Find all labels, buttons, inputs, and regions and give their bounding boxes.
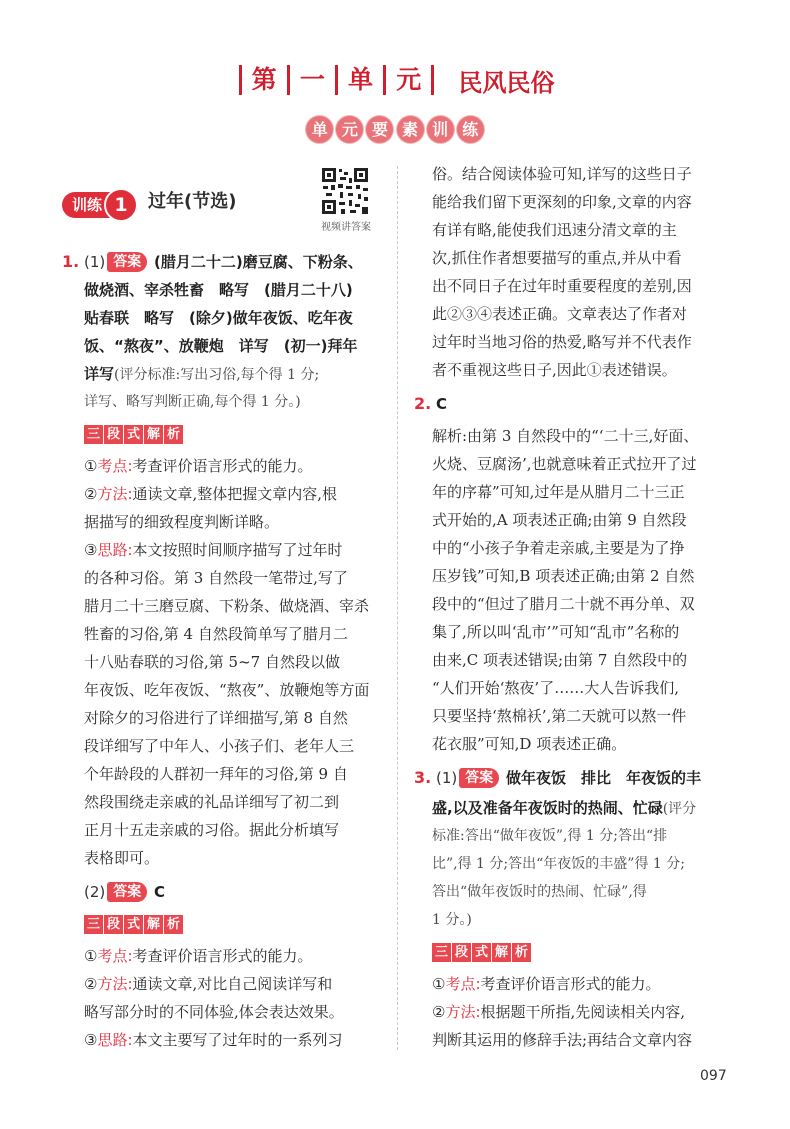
analysis-header	[432, 942, 532, 964]
silu-text: 次,抓住作者想要描写的重点,并从中看	[432, 249, 682, 267]
ribbon-char: 素	[397, 116, 424, 143]
sub-question-number: (1)	[436, 769, 458, 787]
training-title: 过年(节选)	[148, 191, 237, 212]
analysis-text: 式开始的,A 项表述正确;由第 9 自然段	[432, 511, 687, 529]
silu-label: 思路:	[97, 1031, 133, 1049]
training-badge	[62, 188, 138, 218]
analysis-char: 段	[104, 915, 123, 934]
question-2-line	[414, 392, 447, 416]
analysis-char: 解	[144, 425, 163, 444]
fangfa-text: 略写部分时的不同体验,体会表达效果。	[84, 1003, 344, 1021]
qr-caption: 视频讲答案	[321, 222, 371, 233]
unit-title-char: 第	[251, 65, 277, 94]
scoring-note: 比”,得 1 分;答出“年夜饭的丰盛”得 1 分;	[432, 856, 685, 872]
question-number: 1.	[62, 252, 80, 271]
silu-text: 个年龄段的人群初一拜年的习俗,第 9 自	[84, 765, 348, 783]
question-3-line	[414, 766, 701, 790]
circle-number: ①	[432, 975, 446, 993]
analysis-header	[84, 914, 184, 936]
analysis-text: 由来,C 项表述错误;由第 7 自然段中的	[432, 651, 688, 669]
circle-number: ①	[84, 947, 98, 965]
analysis-char: 段	[452, 943, 471, 962]
circle-number: ②	[84, 975, 98, 993]
answer-text: 贴春联 略写 (除夕)做年夜饭、吃年夜	[84, 309, 353, 327]
analysis-text: “人们开始‘熬夜’了……大人告诉我们,	[432, 679, 679, 697]
fangfa-text: 通读文章,整体把握文章内容,根	[132, 485, 338, 503]
silu-text: 表格即可。	[84, 849, 160, 867]
kaodian-text: 考查评价语言形式的能力。	[480, 975, 661, 993]
silu-text: 十八贴春联的习俗,第 5~7 自然段以做	[84, 653, 340, 671]
analysis-text: 解析:由第 3 自然段中的“‘二十三,好面、	[432, 427, 699, 445]
analysis-text: 中的“小孩子争着走亲戚,主要是为了挣	[432, 539, 685, 557]
ribbon-char: 训	[427, 116, 454, 143]
silu-text: 年夜饭、吃年夜饭、“熬夜”、放鞭炮等方面	[84, 681, 370, 699]
answer-text: 详写	[84, 365, 115, 383]
fangfa-text: 通读文章,对比自己阅读详写和	[132, 975, 333, 993]
analysis-text: 压岁钱”可知,B 项表述正确;由第 2 自然	[432, 567, 695, 585]
analysis-text: 段中的“但过了腊月二十就不再分单、双	[432, 595, 695, 613]
ribbon-char: 练	[457, 116, 484, 143]
training-badge-number: 1	[104, 188, 138, 222]
section-ribbon	[0, 116, 790, 146]
silu-text: 俗。结合阅读体验可知,详写的这些日子	[432, 165, 692, 183]
analysis-char: 段	[104, 425, 123, 444]
answer-text: 做年夜饭 排比 年夜饭的丰	[506, 769, 702, 787]
analysis-char: 三	[84, 915, 103, 934]
kaodian-text: 考查评价语言形式的能力。	[132, 947, 313, 965]
unit-theme: 民风民俗	[458, 68, 555, 97]
qr-code-icon[interactable]	[320, 166, 370, 216]
fangfa-line	[84, 482, 337, 506]
analysis-text: 火烧、豆腐汤’,也就意味着正式拉开了过	[432, 455, 697, 473]
scoring-note: (评分	[662, 801, 697, 817]
kaodian-label: 考点:	[445, 975, 481, 993]
unit-title-char: 一	[299, 65, 325, 94]
fangfa-line	[432, 1000, 685, 1024]
analysis-char: 析	[512, 943, 531, 962]
silu-text: 牲畜的习俗,第 4 自然段简单写了腊月二	[84, 625, 348, 643]
answer-text: C	[436, 395, 448, 413]
kaodian-label: 考点:	[97, 457, 133, 475]
unit-title-char: 单	[348, 65, 374, 94]
silu-text: 对除夕的习俗进行了详细描写,第 8 自然	[84, 709, 348, 727]
answer-text: 盛,以及准备年夜饭时的热闹、忙碌	[432, 799, 663, 817]
analysis-text: 花衣服”可知,D 项表述正确。	[432, 735, 627, 753]
sub-question-2-line	[84, 880, 165, 904]
question-number: 2.	[414, 394, 432, 413]
analysis-char: 三	[432, 943, 451, 962]
answer-line	[432, 796, 696, 821]
silu-line	[84, 1028, 343, 1052]
silu-text: 过年时当地习俗的热爱,略写并不代表作	[432, 333, 692, 351]
unit-title	[0, 62, 790, 102]
fangfa-label: 方法:	[445, 1003, 481, 1021]
circle-number: ②	[432, 1003, 446, 1021]
circle-number: ①	[84, 457, 98, 475]
scoring-note: 详写、略写判断正确,每个得 1 分。)	[84, 394, 301, 410]
fangfa-label: 方法:	[97, 975, 133, 993]
analysis-header	[84, 424, 184, 446]
sub-question-number: (2)	[84, 883, 106, 901]
answer-tag: 答案	[459, 768, 499, 788]
sub-question-number: (1)	[84, 253, 106, 271]
analysis-text: 年的序幕”可知,过年是从腊月二十三正	[432, 483, 685, 501]
scoring-note: 标准:答出“做年夜饭”,得 1 分;答出“排	[432, 828, 668, 844]
fangfa-text: 根据题干所指,先阅读相关内容,	[480, 1003, 686, 1021]
answer-text: (腊月二十二)磨豆腐、下粉条、	[154, 253, 363, 271]
answer-line	[84, 362, 319, 387]
analysis-char: 解	[144, 915, 163, 934]
silu-text: 然段围绕走亲戚的礼品详细写了初二到	[84, 793, 340, 811]
answer-text: C	[154, 883, 166, 901]
silu-text: 此②③④表述正确。文章表达了作者对	[432, 305, 688, 323]
scoring-note: 1 分。)	[432, 912, 472, 928]
fangfa-line	[84, 972, 332, 996]
analysis-char: 析	[164, 425, 183, 444]
analysis-text: 只要坚持‘熬棉袄’,第二天就可以熬一件	[432, 707, 687, 725]
page-number: 097	[700, 1068, 727, 1084]
fangfa-text: 判断其运用的修辞手法;再结合文章内容	[432, 1031, 693, 1049]
silu-label: 思路:	[97, 541, 133, 559]
ribbon-char: 要	[366, 116, 393, 143]
circle-number: ③	[84, 541, 98, 559]
circle-number: ②	[84, 485, 98, 503]
unit-title-char: 元	[396, 65, 422, 94]
silu-text: 出不同日子在过年时重要程度的差别,因	[432, 277, 692, 295]
silu-line	[84, 538, 343, 562]
training-badge-label: 训练	[62, 192, 128, 218]
analysis-char: 解	[492, 943, 511, 962]
scoring-note: (评分标准:写出习俗,每个得 1 分;	[114, 367, 320, 383]
answer-text: 做烧酒、宰杀牲畜 略写 (腊月二十八)	[84, 281, 353, 299]
ribbon-char: 单	[306, 116, 333, 143]
kaodian-line	[84, 944, 313, 968]
title-divider	[431, 65, 434, 95]
kaodian-label: 考点:	[97, 947, 133, 965]
analysis-char: 式	[472, 943, 491, 962]
silu-text: 正月十五走亲戚的习俗。据此分析填写	[84, 821, 340, 839]
analysis-char: 式	[124, 425, 143, 444]
kaodian-text: 考查评价语言形式的能力。	[132, 457, 313, 475]
answer-text: 饭、“熬夜”、放鞭炮 详写 (初一)拜年	[84, 337, 358, 355]
kaodian-line	[84, 454, 313, 478]
silu-text: 有详有略,能使我们迅速分清文章的主	[432, 221, 677, 239]
analysis-char: 析	[164, 915, 183, 934]
question-1-line	[62, 250, 363, 274]
question-number: 3.	[414, 768, 432, 787]
analysis-char: 三	[84, 425, 103, 444]
title-divider	[287, 65, 290, 95]
title-divider	[383, 65, 386, 95]
column-divider	[397, 166, 398, 1050]
ribbon-char: 元	[336, 116, 363, 143]
fangfa-label: 方法:	[97, 485, 133, 503]
silu-text: 段详细写了中年人、小孩子们、老年人三	[84, 737, 355, 755]
answer-tag: 答案	[107, 252, 147, 272]
analysis-text: 集了,所以叫‘乱市’”可知“乱市”名称的	[432, 623, 680, 641]
title-divider	[335, 65, 338, 95]
scoring-note: 答出“做年夜饭时的热闹、忙碌”,得	[432, 884, 647, 900]
analysis-char: 式	[124, 915, 143, 934]
answer-tag: 答案	[107, 882, 147, 902]
circle-number: ③	[84, 1031, 98, 1049]
silu-text: 者不重视这些日子,因此①表述错误。	[432, 361, 677, 379]
silu-text: 能给我们留下更深刻的印象,文章的内容	[432, 193, 692, 211]
silu-text: 本文主要写了过年时的一系列习	[132, 1031, 343, 1049]
silu-text: 的各种习俗。第 3 自然段一笔带过,写了	[84, 569, 348, 587]
fangfa-text: 据描写的细致程度判断详略。	[84, 513, 280, 531]
silu-text: 本文按照时间顺序描写了过年时	[132, 541, 343, 559]
kaodian-line	[432, 972, 661, 996]
title-divider	[239, 65, 242, 95]
silu-text: 腊月二十三磨豆腐、下粉条、做烧酒、宰杀	[84, 597, 370, 615]
